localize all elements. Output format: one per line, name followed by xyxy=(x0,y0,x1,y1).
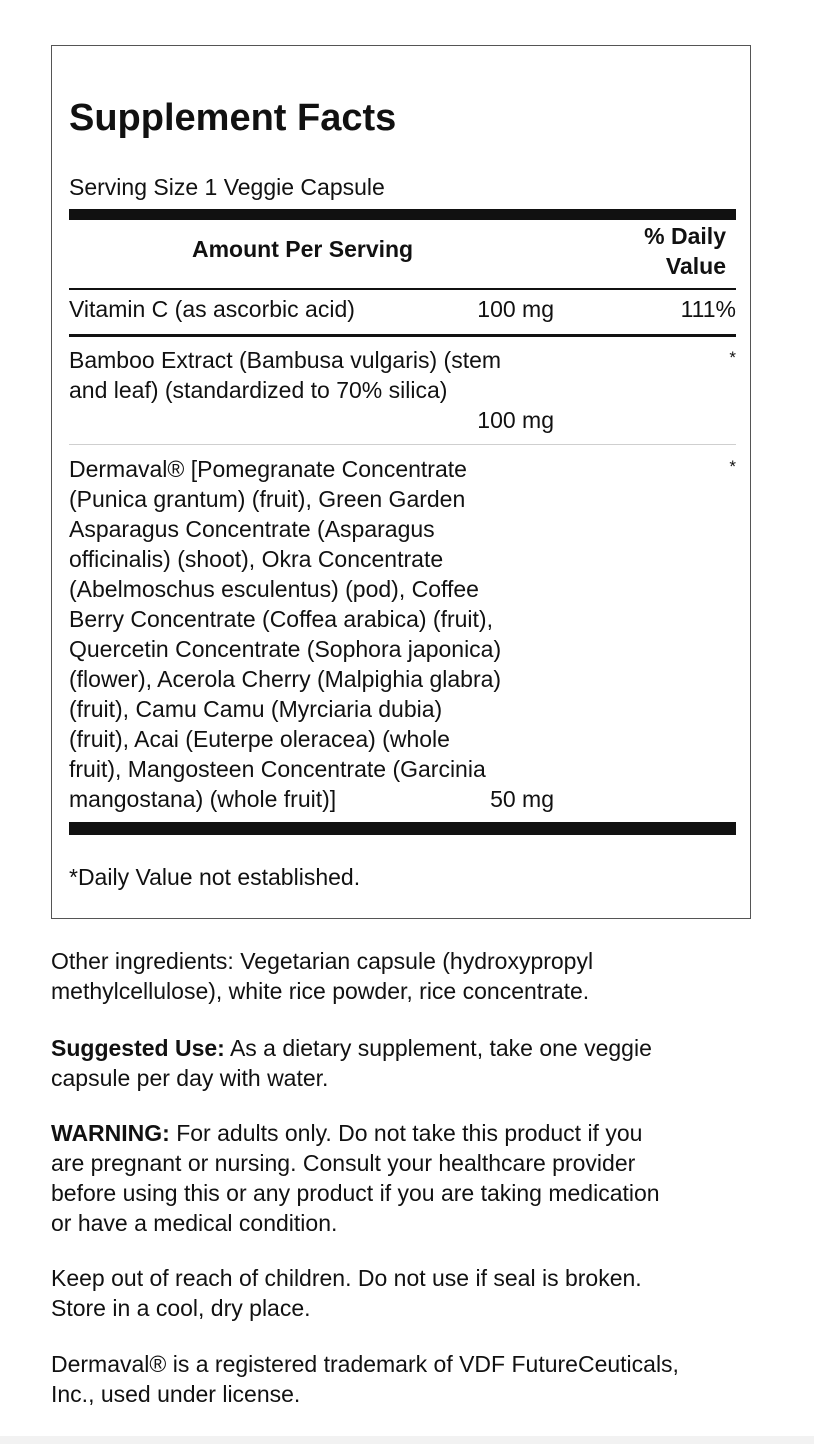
daily-value-header-line2: Value xyxy=(665,253,726,279)
ingredient-dermaval-line: Quercetin Concentrate (Sophora japonica) xyxy=(69,636,502,662)
ingredient-dermaval-line: mangostana) (whole fruit)] xyxy=(69,786,337,812)
ingredient-vitamin-c-name: Vitamin C (as ascorbic acid) xyxy=(69,296,355,322)
ingredient-dermaval-name xyxy=(69,454,501,814)
ingredient-dermaval-daily-value: * xyxy=(729,457,736,476)
ingredient-bamboo-daily-value: * xyxy=(729,348,736,367)
daily-value-header xyxy=(644,221,726,281)
ingredient-vitamin-c-daily-value: 111% xyxy=(680,296,736,322)
supplement-facts-panel xyxy=(51,45,751,919)
page-bottom-edge xyxy=(0,1436,814,1444)
daily-value-header-line1: % Daily xyxy=(644,223,726,249)
ingredient-dermaval-line: (Punica grantum) (fruit), Green Garden xyxy=(69,486,466,512)
storage-instructions xyxy=(51,1263,791,1323)
amount-per-serving-header: Amount Per Serving xyxy=(192,236,414,262)
ingredient-vitamin-c-amount: 100 mg xyxy=(477,296,554,322)
header-divider xyxy=(69,288,736,290)
other-ingredients-line2: methylcellulose), white rice powder, rice concentrate. xyxy=(51,978,590,1004)
storage-line2: Store in a cool, dry place. xyxy=(51,1295,311,1321)
ingredient-dermaval-line: Berry Concentrate (Coffea arabica) (fruit), xyxy=(69,606,493,632)
facts-title: Supplement Facts xyxy=(69,97,397,139)
vitamin-divider xyxy=(69,334,736,337)
suggested-use-line1: As a dietary supplement, take one veggie xyxy=(224,1035,652,1061)
ingredient-dermaval-line: officinalis) (shoot), Okra Concentrate xyxy=(69,546,444,572)
trademark-notice xyxy=(51,1349,791,1409)
daily-value-footnote: *Daily Value not established. xyxy=(69,864,361,890)
ingredient-bamboo-name xyxy=(69,345,501,405)
ingredient-bamboo-name-line2: and leaf) (standardized to 70% silica) xyxy=(69,377,448,403)
warning-line3: before using this or any product if you are taking medication xyxy=(51,1180,660,1206)
ingredient-dermaval-line: Dermaval® [Pomegranate Concentrate xyxy=(69,456,467,482)
bottom-thick-divider xyxy=(69,822,736,835)
ingredient-dermaval-line: (Abelmoschus esculentus) (pod), Coffee xyxy=(69,576,479,602)
serving-size: Serving Size 1 Veggie Capsule xyxy=(69,174,385,200)
ingredient-dermaval-amount: 50 mg xyxy=(490,786,554,812)
suggested-use xyxy=(51,1033,791,1093)
trademark-line1: Dermaval® is a registered trademark of VDF FutureCeuticals, xyxy=(51,1351,679,1377)
storage-line1: Keep out of reach of children. Do not use if seal is broken. xyxy=(51,1265,642,1291)
warning xyxy=(51,1118,791,1238)
warning-line2: are pregnant or nursing. Consult your healthcare provider xyxy=(51,1150,636,1176)
top-thick-divider xyxy=(69,209,736,220)
ingredient-dermaval-line: (fruit), Camu Camu (Myrciaria dubia) xyxy=(69,696,443,722)
suggested-use-line2: capsule per day with water. xyxy=(51,1065,329,1091)
suggested-use-label: Suggested Use: xyxy=(51,1035,225,1061)
ingredient-bamboo-name-line1: Bamboo Extract (Bambusa vulgaris) (stem xyxy=(69,347,502,373)
ingredient-dermaval-line: Asparagus Concentrate (Asparagus xyxy=(69,516,435,542)
ingredient-dermaval-line: (fruit), Acai (Euterpe oleracea) (whole xyxy=(69,726,450,752)
ingredient-dermaval-line: (flower), Acerola Cherry (Malpighia glabra) xyxy=(69,666,502,692)
ingredient-dermaval-line: fruit), Mangosteen Concentrate (Garcinia xyxy=(69,756,486,782)
warning-line4: or have a medical condition. xyxy=(51,1210,338,1236)
ingredient-bamboo-amount: 100 mg xyxy=(477,407,554,433)
warning-line1: For adults only. Do not take this product if you xyxy=(169,1120,643,1146)
other-ingredients xyxy=(51,946,791,1006)
trademark-line2: Inc., used under license. xyxy=(51,1381,301,1407)
other-ingredients-line1: Other ingredients: Vegetarian capsule (hydroxypropyl xyxy=(51,948,594,974)
warning-label: WARNING: xyxy=(51,1120,170,1146)
bamboo-divider xyxy=(69,444,736,445)
